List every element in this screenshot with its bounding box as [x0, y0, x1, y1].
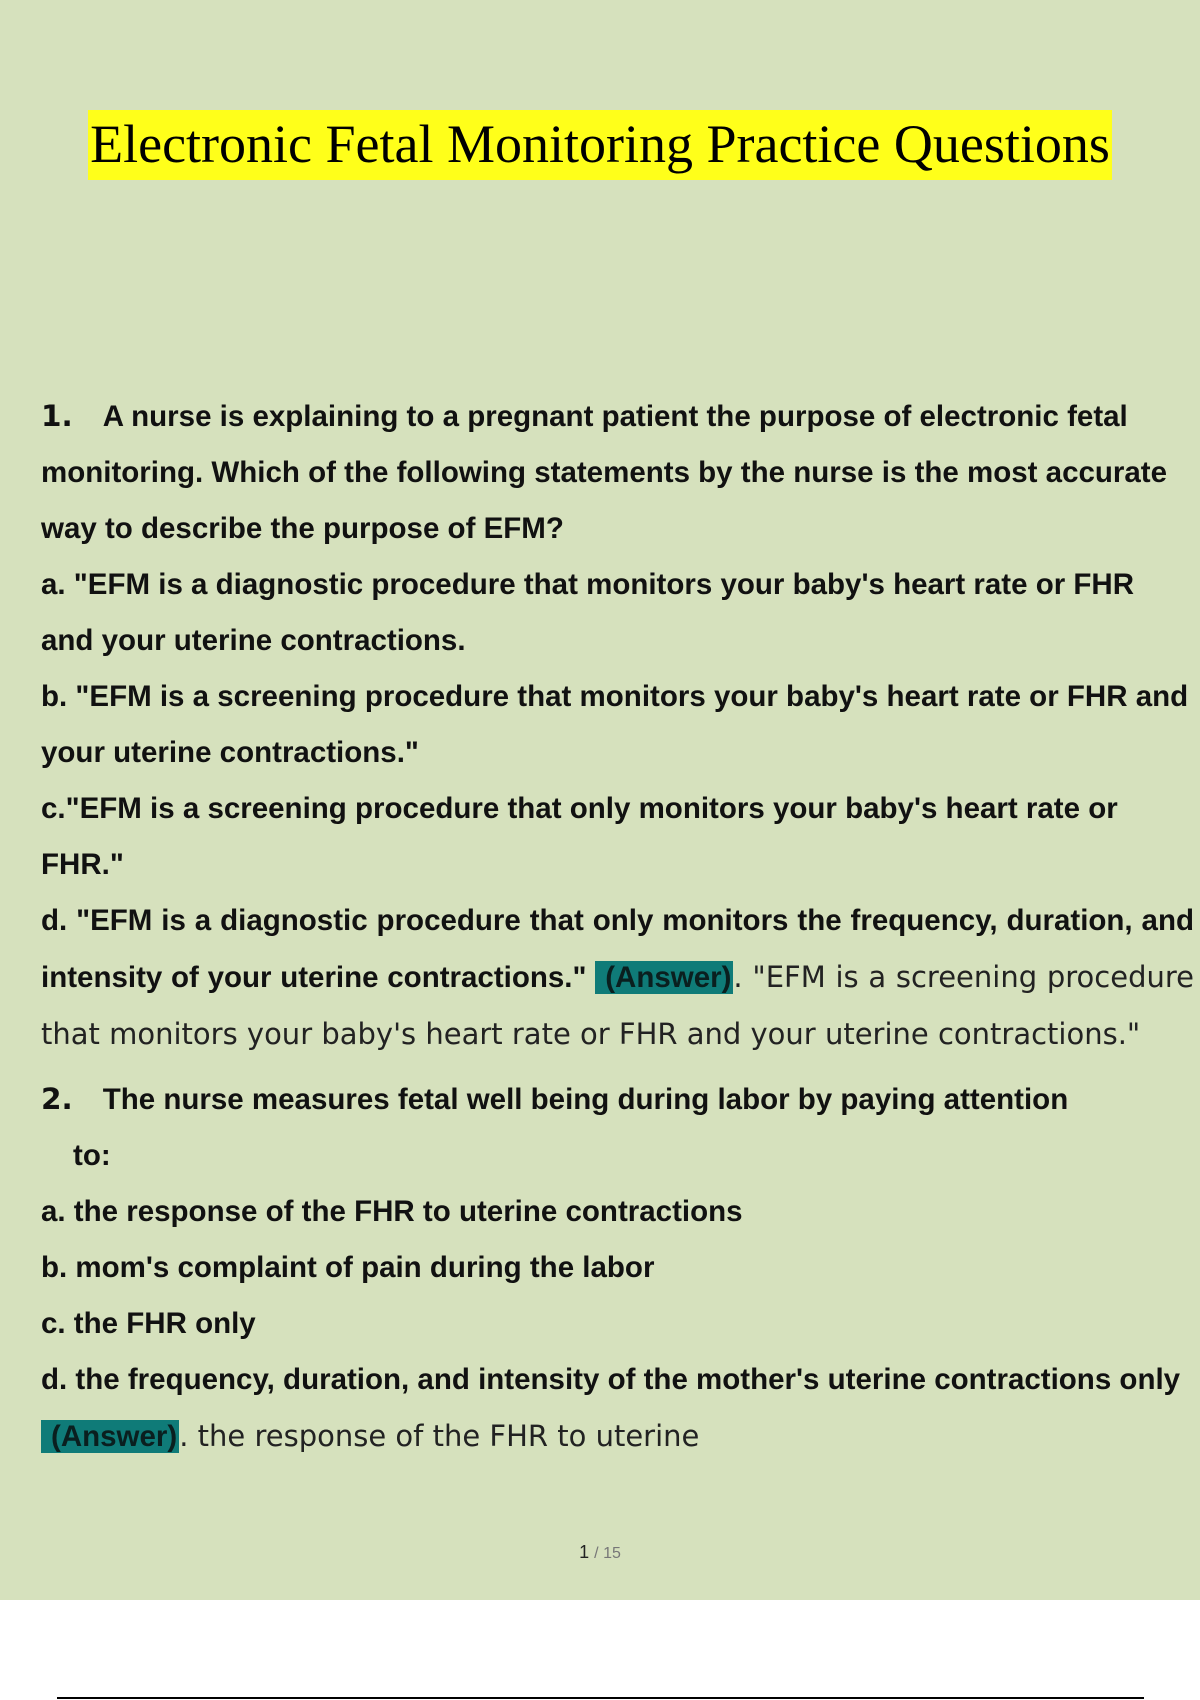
option-b: b. mom's complaint of pain during the labor	[41, 1251, 655, 1284]
title-container	[0, 110, 1200, 180]
question-number: 1.	[41, 399, 73, 433]
page-separator	[57, 1697, 1144, 1699]
page-counter	[0, 1542, 1200, 1563]
current-page: 1	[579, 1542, 590, 1562]
option-c: c."EFM is a screening procedure that only monitors your baby's heart rate or FHR."	[41, 792, 1118, 881]
total-pages: / 15	[594, 1545, 621, 1562]
option-d: d. the frequency, duration, and intensity of the mother's uterine contractions only	[41, 1363, 1181, 1396]
option-c: c. the FHR only	[41, 1307, 256, 1340]
option-d-with-answer	[41, 893, 1194, 1063]
option-d: d. "EFM is a diagnostic procedure that only monitors the frequency, duration, and intensity of your uterine contractions."	[41, 904, 1194, 994]
answer-text: . "EFM is a screening procedure that monitors your baby's heart rate or FHR and your uterine contractions."	[41, 960, 1194, 1051]
option-a: a. the response of the FHR to uterine contractions	[41, 1195, 743, 1228]
question-text: The nurse measures fetal well being during labor by paying attention	[102, 1083, 1069, 1116]
option-b: b. "EFM is a screening procedure that monitors your baby's heart rate or FHR and your uterine contractions."	[41, 680, 1189, 769]
question-text: A nurse is explaining to a pregnant patient the purpose of electronic fetal monitoring. Which of the following statements by the nurse is the most accurate way to describe the purpose of EFM?	[41, 400, 1168, 545]
question-content	[41, 388, 1194, 1465]
option-d-with-answer	[41, 1352, 1194, 1465]
page-title: Electronic Fetal Monitoring Practice Questions	[88, 110, 1112, 180]
question-1	[41, 388, 1194, 557]
question-number: 2.	[41, 1082, 73, 1116]
answer-text: . the response of the FHR to uterine	[179, 1419, 700, 1453]
question-text-continued: to:	[73, 1139, 111, 1172]
question-2	[41, 1071, 1194, 1184]
answer-label: (Answer)	[595, 961, 733, 994]
option-a: a. "EFM is a diagnostic procedure that monitors your baby's heart rate or FHR and your uterine contractions.	[41, 568, 1135, 657]
answer-label: (Answer)	[41, 1420, 179, 1453]
